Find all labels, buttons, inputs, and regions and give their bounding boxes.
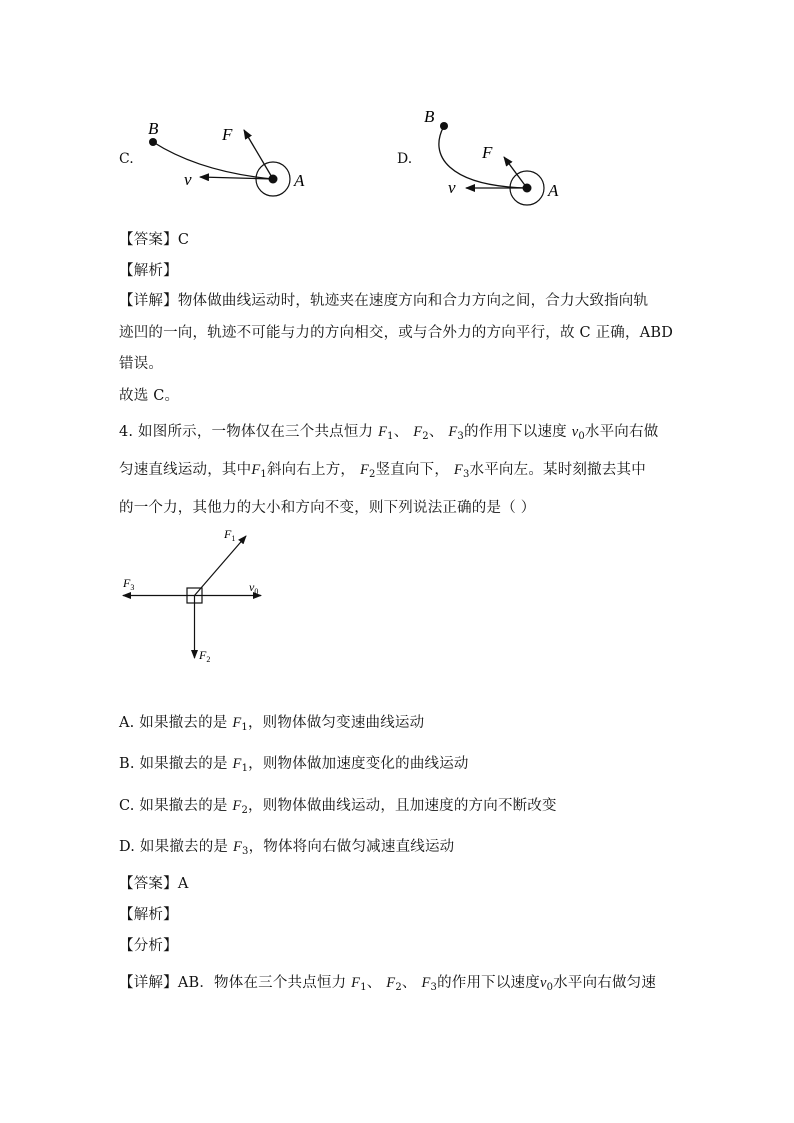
sep: 、 [401, 975, 417, 991]
detail-text: 的作用下以速度 [437, 975, 540, 991]
label-a: A [548, 181, 559, 200]
question-number: 4. [119, 424, 139, 440]
q4-analysis-tag: 【解析】 [119, 907, 178, 923]
sep: 、 [428, 424, 444, 440]
option-text: D. 如果撤去的是 [119, 839, 229, 855]
sep: 、 [393, 424, 409, 440]
option-text: ，物体将向右做匀减速直线运动 [248, 839, 455, 855]
label-v: v [184, 170, 192, 189]
q4-force-diagram [118, 522, 278, 667]
sub: 2 [395, 982, 402, 993]
stem-text: 如图所示，一物体仅在三个共点恒力 [138, 424, 374, 440]
option-d [119, 835, 454, 857]
var-f: F [453, 462, 463, 478]
q3-conclusion: 故选 C。 [119, 388, 180, 404]
sub: 2 [241, 805, 249, 816]
sub: 3 [457, 431, 464, 442]
label-f2: $F_2$ [199, 648, 211, 664]
var-f: F [421, 975, 431, 991]
sub: 3 [242, 846, 249, 857]
label-f: F [222, 125, 233, 144]
point-b [149, 138, 157, 146]
var-f: F [232, 839, 243, 855]
answer-tag: 【答案】 [119, 876, 178, 892]
sub: 1 [241, 763, 249, 774]
answer-value: C [177, 232, 190, 248]
detail-text: 物体做曲线运动时，轨迹夹在速度方向和合力方向之间，合力大致指向轨 [177, 293, 649, 309]
detail-tag: 【详解】 [119, 975, 178, 991]
label-b: B [424, 107, 435, 126]
q4-fenxi-tag: 【分析】 [119, 938, 178, 954]
q4-answer [119, 872, 188, 893]
q3-detail-line3: 错误。 [119, 356, 164, 372]
stem-text: 匀速直线运动，其中 [119, 462, 252, 478]
option-c-figure [140, 110, 330, 200]
sub: 1 [360, 982, 367, 993]
sub: 1 [387, 431, 394, 442]
stem-text: 水平向右做 [584, 424, 659, 440]
option-a [119, 711, 424, 733]
q3-analysis-tag: 【解析】 [119, 263, 178, 279]
stem-text: 水平向左。某时刻撤去其中 [469, 462, 646, 478]
detail-text: AB．物体在三个共点恒力 [177, 975, 347, 991]
var-f: F [448, 424, 458, 440]
sub: 1 [241, 722, 248, 733]
option-text: ，则物体做曲线运动，且加速度的方向不断改变 [248, 798, 557, 814]
var-f: F [413, 424, 423, 440]
option-d-label: D. [397, 151, 413, 167]
var-f: F [351, 975, 361, 991]
q4-stem-line3: 的一个力，其他力的大小和方向不变，则下列说法正确的是（ ） [119, 500, 536, 516]
detail-tag: 【详解】 [119, 293, 178, 309]
label-v: v [448, 178, 456, 197]
var-f: F [386, 975, 396, 991]
label-f: F [482, 143, 493, 162]
label-a: A [294, 171, 305, 190]
var-v: v [571, 424, 579, 440]
option-text: B. 如果撤去的是 [119, 756, 228, 772]
force-arrow [244, 130, 273, 179]
q4-detail-line1 [119, 971, 656, 993]
option-text: ，则物体做加速度变化的曲线运动 [248, 756, 469, 772]
sub: 2 [422, 431, 429, 442]
sub: 2 [369, 469, 376, 480]
var-f: F [359, 462, 370, 478]
stem-text: 竖直向下， [375, 462, 450, 478]
option-b [119, 752, 469, 774]
var-f: F [378, 424, 388, 440]
option-text: A. 如果撤去的是 [119, 715, 228, 731]
q3-detail-line2: 迹凹的一向，轨迹不可能与力的方向相交，或与合外力的方向平行，故 C 正确，ABD [119, 325, 674, 341]
detail-text: 水平向右做匀速 [553, 975, 657, 991]
answer-value: A [177, 876, 189, 892]
sub: 3 [462, 469, 470, 480]
sub: 1 [260, 469, 267, 480]
stem-text: 斜向右上方， [266, 462, 356, 478]
answer-tag: 【答案】 [119, 232, 178, 248]
f1-arrow [195, 536, 247, 596]
q3-detail-line1 [119, 289, 648, 310]
option-d-figure [418, 100, 578, 212]
stem-text: 的作用下以速度 [463, 424, 567, 440]
label-f3: $F_3$ [123, 576, 135, 592]
var-f: F [251, 462, 261, 478]
force-arrow [504, 157, 527, 188]
option-c [119, 794, 557, 816]
sub: 0 [578, 431, 585, 442]
label-v0: $v_0$ [249, 580, 259, 596]
var-v: v [539, 975, 547, 991]
option-text: ，则物体做匀变速曲线运动 [247, 715, 425, 731]
var-f: F [232, 798, 242, 814]
q4-stem-line2 [119, 458, 646, 480]
sub: 0 [546, 982, 554, 993]
var-f: F [232, 715, 242, 731]
option-c-label: C. [119, 151, 134, 167]
label-f1: $F_1$ [224, 527, 236, 543]
sep: 、 [366, 975, 382, 991]
var-f: F [232, 756, 242, 772]
option-text: C. 如果撤去的是 [119, 798, 228, 814]
q3-answer [119, 228, 189, 249]
q4-stem-line1 [119, 420, 658, 442]
sub: 3 [430, 982, 438, 993]
label-b: B [148, 119, 159, 138]
